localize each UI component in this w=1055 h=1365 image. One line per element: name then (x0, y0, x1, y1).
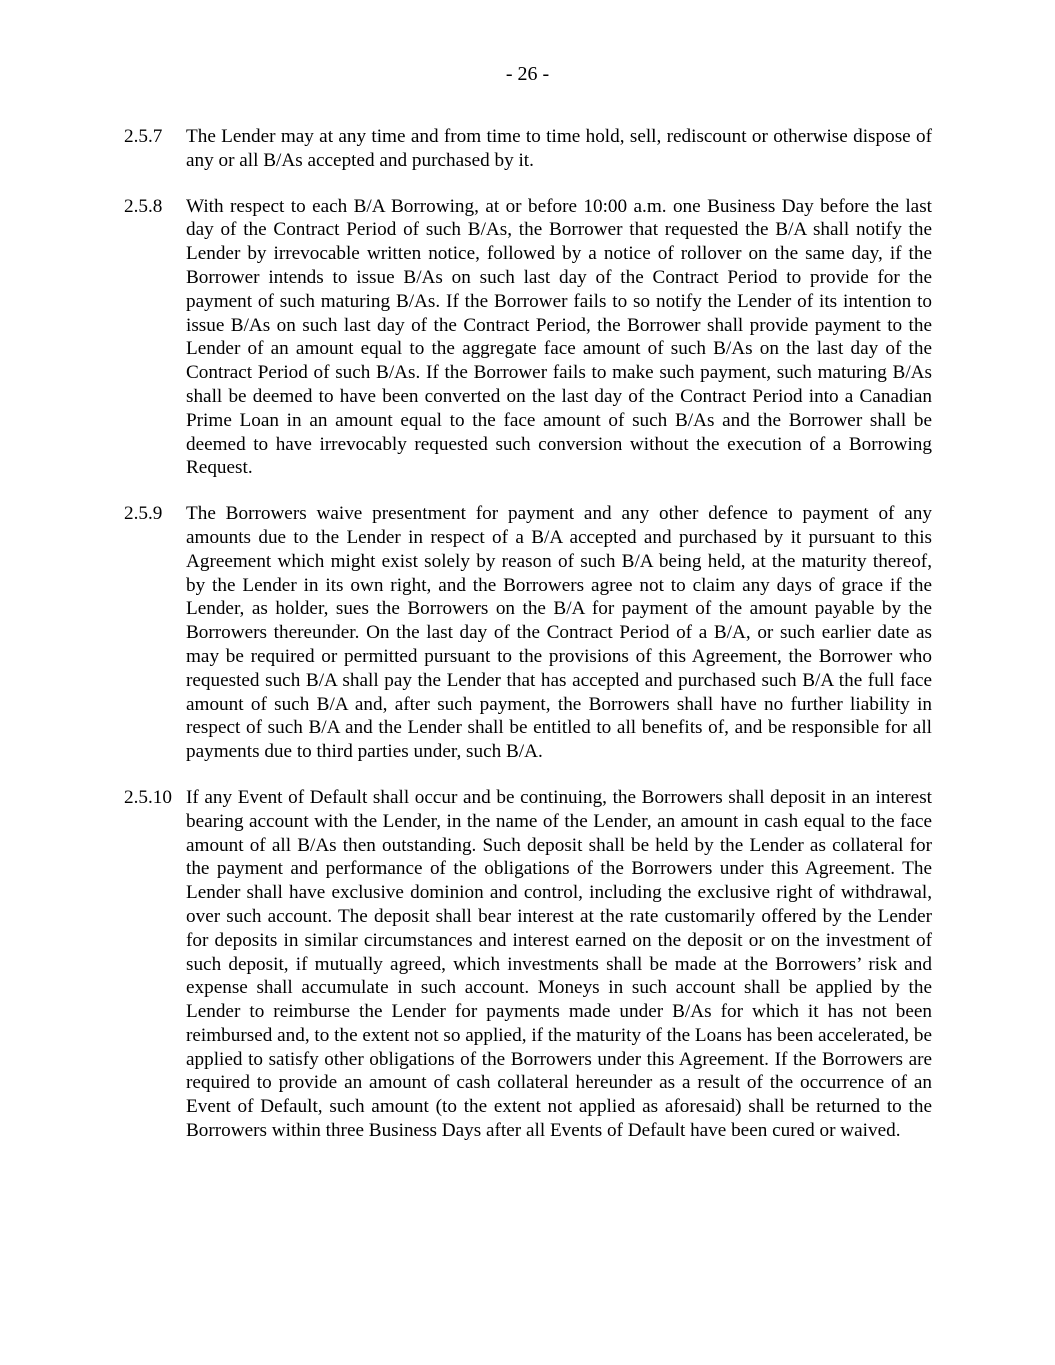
document-body (124, 125, 932, 1165)
section-text: The Borrowers waive presentment for payment and any other defence to payment of any amounts due to the Lender in respect of a B/A accepted and purchased by it pursuant to this Agreement which might exist solely by reason of such B/A being held, at the maturity thereof, by the Lender in its own right, and the Borrowers agree not to claim any days of grace if the Lender, as holder, sues the Borrowers on the B/A for payment of the amount payable by the Borrowers thereunder. On the last day of the Contract Period of a B/A, or such earlier date as may be required or permitted pursuant to the provisions of this Agreement, the Borrower who requested such B/A shall pay the Lender that has accepted and purchased such B/A the full face amount of such B/A and, after such payment, the Borrowers shall have no further liability in respect of such B/A and the Lender shall be entitled to all benefits of, and be responsible for all payments due to third parties under, such B/A. (186, 503, 932, 763)
section-2-5-7 (124, 125, 932, 173)
section-text: With respect to each B/A Borrowing, at or before 10:00 a.m. one Business Day before the last day of the Contract Period of such B/As, the Borrower that requested the B/A shall notify the Lender by irrevocable written notice, followed by a notice of rollover on the same day, if the Borrower intends to issue B/As on such last day of the Contract Period to provide for the payment of such maturing B/As. If the Borrower fails to so notify the Lender of its intention to issue B/As on such last day of the Contract Period, the Borrower shall provide payment to the Lender of an amount equal to the aggregate face amount of such B/As on the last day of the Contract Period of such B/As. If the Borrower fails to make such payment, such maturing B/As shall be deemed to have been converted on the last day of the Contract Period into a Canadian Prime Loan in an amount equal to the face amount of such B/As and the Borrower shall be deemed to have irrevocably requested such conversion without the execution of a Borrowing Request. (186, 195, 932, 479)
section-text: If any Event of Default shall occur and be continuing, the Borrowers shall deposit in an interest bearing account with the Lender, in the name of the Lender, an amount in cash equal to the face amount of all B/As then outstanding. Such deposit shall be held by the Lender as collateral for the payment and performance of the obligations of the Borrowers under this Agreement. The Lender shall have exclusive dominion and control, including the exclusive right of withdrawal, over such account. The deposit shall bear interest at the rate customarily offered by the Lender for deposits in similar circumstances and interest earned on the deposit or on the investment of such deposit, if mutually agreed, which investments shall be made at the Borrowers’ risk and expense shall accumulate in such account. Moneys in such account shall be applied by the Lender to reimburse the Lender for payments made under B/As for which it has not been reimbursed and, to the extent not so applied, if the maturity of the Loans has been accelerated, be applied to satisfy other obligations of the Borrowers under this Agreement. If the Borrowers are required to provide an amount of cash collateral hereunder as a result of the occurrence of an Event of Default, such amount (to the extent not applied as aforesaid) shall be returned to the Borrowers within three Business Days after all Events of Default have been cured or waived. (186, 786, 932, 1142)
section-2-5-10 (124, 786, 932, 1143)
section-number: 2.5.10 (124, 786, 172, 808)
section-2-5-8 (124, 195, 932, 481)
section-text: The Lender may at any time and from time to time hold, sell, rediscount or otherwise dispose of any or all B/As accepted and purchased by it. (186, 126, 932, 171)
page-number: - 26 - (505, 63, 550, 85)
section-2-5-9 (124, 502, 932, 764)
section-number: 2.5.7 (124, 126, 163, 147)
section-number: 2.5.8 (124, 195, 163, 217)
section-number: 2.5.9 (124, 503, 163, 525)
